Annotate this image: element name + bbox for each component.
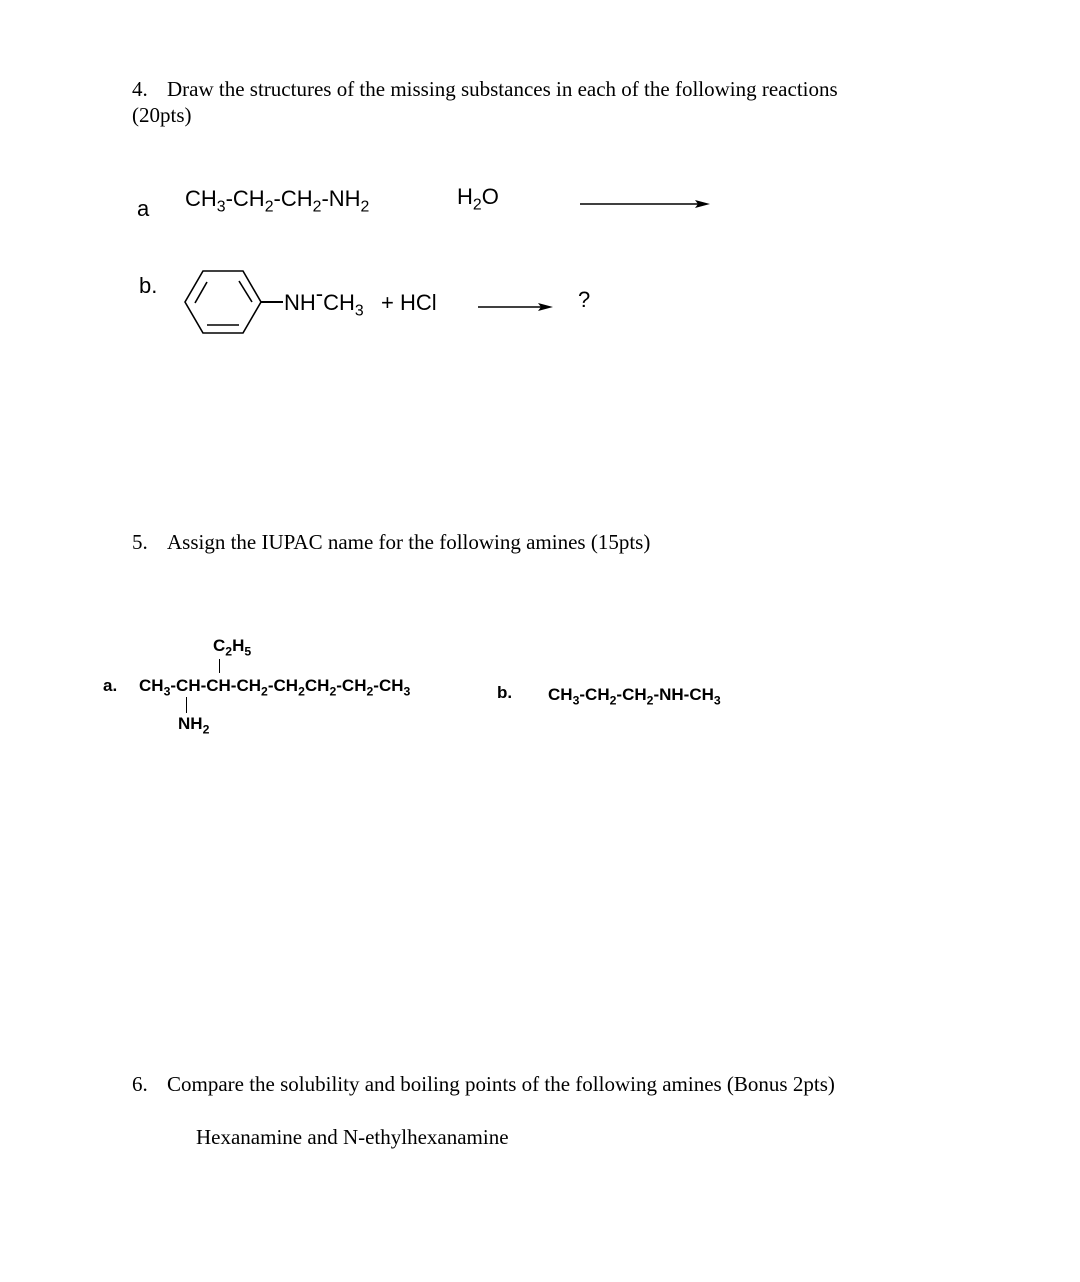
question-5-number: 5. [132,530,148,554]
question-4-text: Draw the structures of the missing substances in each of the following reactions [167,77,838,101]
question-6-compounds: Hexanamine and N-ethylhexanamine [196,1125,509,1149]
amine-a-bottom-bond [186,697,187,713]
reaction-a-arrow [578,196,714,212]
benzene-ring-icon [183,268,265,336]
question-4 [132,76,838,128]
reaction-b-substituent: $NH-CH_3$ [284,281,364,320]
reaction-a-reactant: $CH_3-CH_2-CH_2-NH_2$ [185,186,370,216]
reaction-a-reagent: $H_2O$ [457,184,499,214]
question-5-text: Assign the IUPAC name for the following amines (15pts) [167,530,651,554]
reaction-b-product: ? [578,287,591,312]
reaction-b-reagent: + HCl [381,290,437,315]
amine-b-label: b. [497,683,513,702]
amine-b-chain: $CH_3-CH_2-CH_2-NH-CH_3$ [548,685,721,708]
amine-a-amino-branch: $NH_2$ [178,714,210,737]
amine-a-top-bond [219,659,220,673]
amine-a-label: a. [103,676,118,695]
question-4-points: (20pts) [132,103,192,127]
question-4-number: 4. [132,77,148,101]
reaction-b-arrow [476,299,558,315]
question-5 [132,530,650,555]
question-6 [132,1072,835,1097]
question-6-text: Compare the solubility and boiling points of the following amines (Bonus 2pts) [167,1072,835,1096]
amine-a-ethyl-branch: $C_2H_5$ [213,636,252,659]
amine-a-chain: $CH_3-CH-CH-CH_2-CH_2CH_2-CH_2-CH_3$ [139,676,411,699]
reaction-a-label: a [137,196,150,221]
benzene-bond-line [261,301,283,303]
question-6-number: 6. [132,1072,148,1096]
reaction-b-label: b. [139,273,158,298]
